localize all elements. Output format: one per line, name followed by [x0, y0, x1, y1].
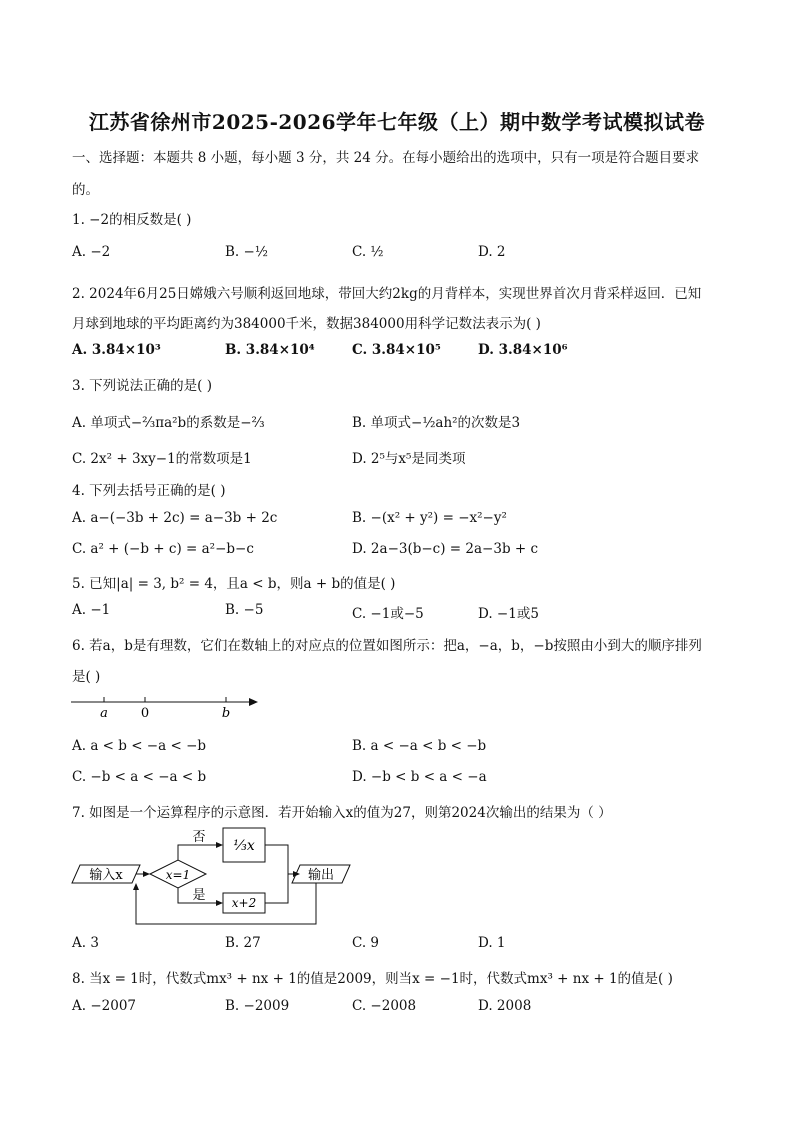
flowchart-feedback-path — [136, 883, 316, 924]
q1-option-a: A. −2 — [72, 244, 111, 260]
flowchart-figure — [66, 822, 366, 932]
label-a: a — [100, 706, 108, 721]
section-heading-cont: 的。 — [72, 182, 99, 198]
q1-option-c: C. ½ — [352, 244, 384, 260]
q8-option-c: C. −2008 — [352, 998, 417, 1014]
q8-option-b: B. −2009 — [225, 998, 290, 1014]
flowchart-no-label: 否 — [192, 830, 206, 845]
flowchart-arrow — [133, 883, 139, 890]
flowchart-add-label: x+2 — [231, 896, 257, 910]
flowchart-arrow — [216, 842, 223, 848]
q5-option-b: B. −5 — [225, 602, 264, 618]
question-6-stem-line2: 是( ) — [72, 669, 101, 685]
q4-option-c: C. a² + (−b + c) = a²−b−c — [72, 541, 254, 557]
q4-option-a: A. a−(−3b + 2c) = a−3b + 2c — [72, 510, 278, 526]
flowchart-input-label: 输入x — [89, 868, 123, 883]
q6-option-a: A. a < b < −a < −b — [72, 738, 207, 754]
q7-option-a: A. 3 — [72, 935, 99, 951]
q2-option-a: A. 3.84×10³ — [72, 342, 161, 358]
q6-option-c: C. −b < a < −a < b — [72, 769, 207, 785]
q7-option-c: C. 9 — [352, 935, 380, 951]
flowchart-merge-path — [265, 845, 288, 903]
number-line-arrow — [249, 698, 258, 706]
flowchart-yes-label: 是 — [192, 888, 206, 903]
q3-option-c: C. 2x² + 3xy−1的常数项是1 — [72, 451, 252, 467]
q1-option-d: D. 2 — [478, 244, 506, 260]
q1-option-b: B. −½ — [225, 244, 268, 260]
question-5-stem: 5. 已知|a| = 3, b² = 4，且a < b，则a + b的值是( ) — [72, 576, 396, 592]
q8-option-d: D. 2008 — [478, 998, 532, 1014]
flowchart-condition: x=1 — [165, 868, 191, 882]
q5-option-d: D. −1或5 — [478, 606, 539, 622]
number-line-figure — [66, 692, 266, 724]
question-2-stem-line2: 月球到地球的平均距离约为384000千米，数据384000用科学记数法表示为( ) — [72, 316, 541, 332]
q2-option-c: C. 3.84×10⁵ — [352, 342, 441, 358]
page-title: 江苏省徐州市2025-2026学年七年级（上）期中数学考试模拟试卷 — [88, 110, 706, 134]
flowchart-divide-label: ⅓x — [233, 838, 255, 854]
q2-option-b: B. 3.84×10⁴ — [225, 342, 315, 358]
q5-option-a: A. −1 — [72, 602, 111, 618]
question-6-stem-line1: 6. 若a，b是有理数，它们在数轴上的对应点的位置如图所示：把a，−a，b，−b按照由小到大的顺序排列 — [72, 638, 702, 654]
q3-option-b: B. 单项式−½ah²的次数是3 — [352, 415, 521, 431]
q7-option-d: D. 1 — [478, 935, 506, 951]
q6-option-b: B. a < −a < b < −b — [352, 738, 487, 754]
flowchart-no-path — [178, 845, 217, 860]
question-8-stem: 8. 当x = 1时，代数式mx³ + nx + 1的值是2009，则当x = −1时，代数式mx³ + nx + 1的值是( ) — [72, 971, 673, 987]
flowchart-output-label: 输出 — [307, 868, 335, 883]
section-heading: 一、选择题：本题共 8 小题，每小题 3 分，共 24 分。在每小题给出的选项中，只有一项是符合题目要求 — [72, 150, 700, 166]
question-2-stem-line1: 2. 2024年6月25日嫦娥六号顺利返回地球，带回大约2kg的月背样本，实现世界首次月背采样返回．已知 — [72, 286, 702, 302]
question-4-stem: 4. 下列去括号正确的是( ) — [72, 483, 226, 499]
q4-option-d: D. 2a−3(b−c) = 2a−3b + c — [352, 541, 539, 557]
q3-option-a: A. 单项式−⅔πa²b的系数是−⅔ — [72, 415, 265, 431]
q4-option-b: B. −(x² + y²) = −x²−y² — [352, 510, 507, 526]
q2-option-d: D. 3.84×10⁶ — [478, 342, 568, 358]
q6-option-d: D. −b < b < a < −a — [352, 769, 487, 785]
q8-option-a: A. −2007 — [72, 998, 136, 1014]
label-zero: 0 — [140, 706, 150, 721]
question-1-stem: 1. −2的相反数是( ) — [72, 212, 192, 228]
question-3-stem: 3. 下列说法正确的是( ) — [72, 378, 212, 394]
q5-option-c: C. −1或−5 — [352, 606, 424, 622]
q3-option-d: D. 2⁵与x⁵是同类项 — [352, 451, 466, 467]
question-7-stem: 7. 如图是一个运算程序的示意图．若开始输入x的值为27，则第2024次输出的结果为（ ） — [72, 805, 612, 821]
label-b: b — [221, 706, 231, 721]
q7-option-b: B. 27 — [225, 935, 261, 951]
flowchart-arrow — [216, 900, 223, 906]
